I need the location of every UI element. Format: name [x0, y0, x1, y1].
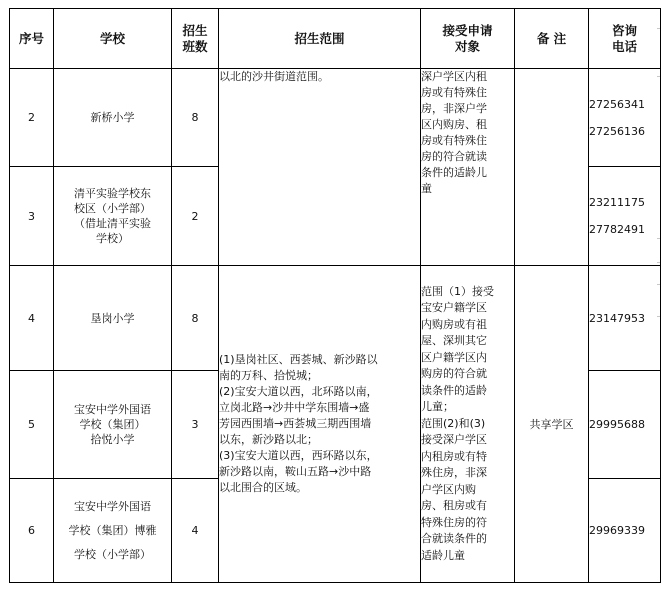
class-quota: 8	[172, 266, 219, 371]
phone-number: 29995688	[589, 418, 645, 431]
class-quota: 8	[172, 69, 219, 167]
enrollment-table	[9, 8, 661, 583]
header-target: 接受申请 对象	[421, 9, 515, 69]
applicant-target: 深户学区内租 房或有特殊住 房，非深户学 区内购房、租 房或有特殊住 房的符合就读 条件的适龄儿 童	[421, 69, 515, 266]
class-quota: 4	[172, 479, 219, 583]
phone-number: 27256136	[589, 124, 645, 138]
phone-numbers	[589, 371, 661, 479]
remark	[515, 69, 589, 266]
row-index: 2	[10, 69, 54, 167]
school-name: 宝安中学外国语 学校（集团） 拾悦小学	[54, 371, 172, 479]
row-index: 5	[10, 371, 54, 479]
school-name: 新桥小学	[54, 69, 172, 167]
header-phone: 咨询 电话	[589, 9, 661, 69]
remark: 共享学区	[515, 266, 589, 583]
table-row	[10, 266, 661, 371]
row-index: 6	[10, 479, 54, 583]
header-index: 序号	[10, 9, 54, 69]
phone-number: 23211175	[589, 196, 645, 209]
applicant-target: 范围（1）接受 宝安户籍学区 内购房或有祖 屋、深圳其它 区户籍学区内 购房的符合就 读条件的适龄 儿童； 范围(2)和(3) 接受深户学区 内租房或有特 殊住房，非深 户学区内购 房、租房或有 特殊住房的符 合就读条件的 适龄儿童	[421, 266, 515, 583]
header-school: 学校	[54, 9, 172, 69]
phone-number: 27782491	[589, 223, 645, 236]
class-quota: 3	[172, 371, 219, 479]
enrollment-range: 以北的沙井街道范围。	[219, 69, 421, 266]
header-note: 备 注	[515, 9, 589, 69]
table-row	[10, 69, 661, 167]
school-name: 宝安中学外国语 学校（集团）博雅 学校（小学部）	[54, 479, 172, 583]
header-range: 招生范围	[219, 9, 421, 69]
phone-number: 23147953	[589, 311, 645, 325]
row-index: 3	[10, 167, 54, 266]
phone-numbers	[589, 167, 661, 266]
header-row	[10, 9, 661, 69]
phone-numbers	[589, 266, 661, 371]
phone-numbers	[589, 69, 661, 167]
school-name: 清平实验学校东 校区（小学部） （借址清平实验 学校）	[54, 167, 172, 266]
row-index: 4	[10, 266, 54, 371]
phone-number: 27256341	[589, 97, 645, 111]
class-quota: 2	[172, 167, 219, 266]
header-quota: 招生 班数	[172, 9, 219, 69]
school-name: 垦岗小学	[54, 266, 172, 371]
phone-number: 29969339	[589, 524, 645, 537]
enrollment-range: (1)垦岗社区、西荟城、新沙路以 南的万科、拾悦城； (2)宝安大道以西，北环路以南， 立岗北路→沙井中学东围墙→盛 芳园西围墙→西荟城三期西围墙 以东，新沙路以北； (3)宝安大道以西，西环路以东， 新沙路以南，鞍山五路→沙中路 以北围合的区域。	[219, 266, 421, 583]
phone-numbers	[589, 479, 661, 583]
